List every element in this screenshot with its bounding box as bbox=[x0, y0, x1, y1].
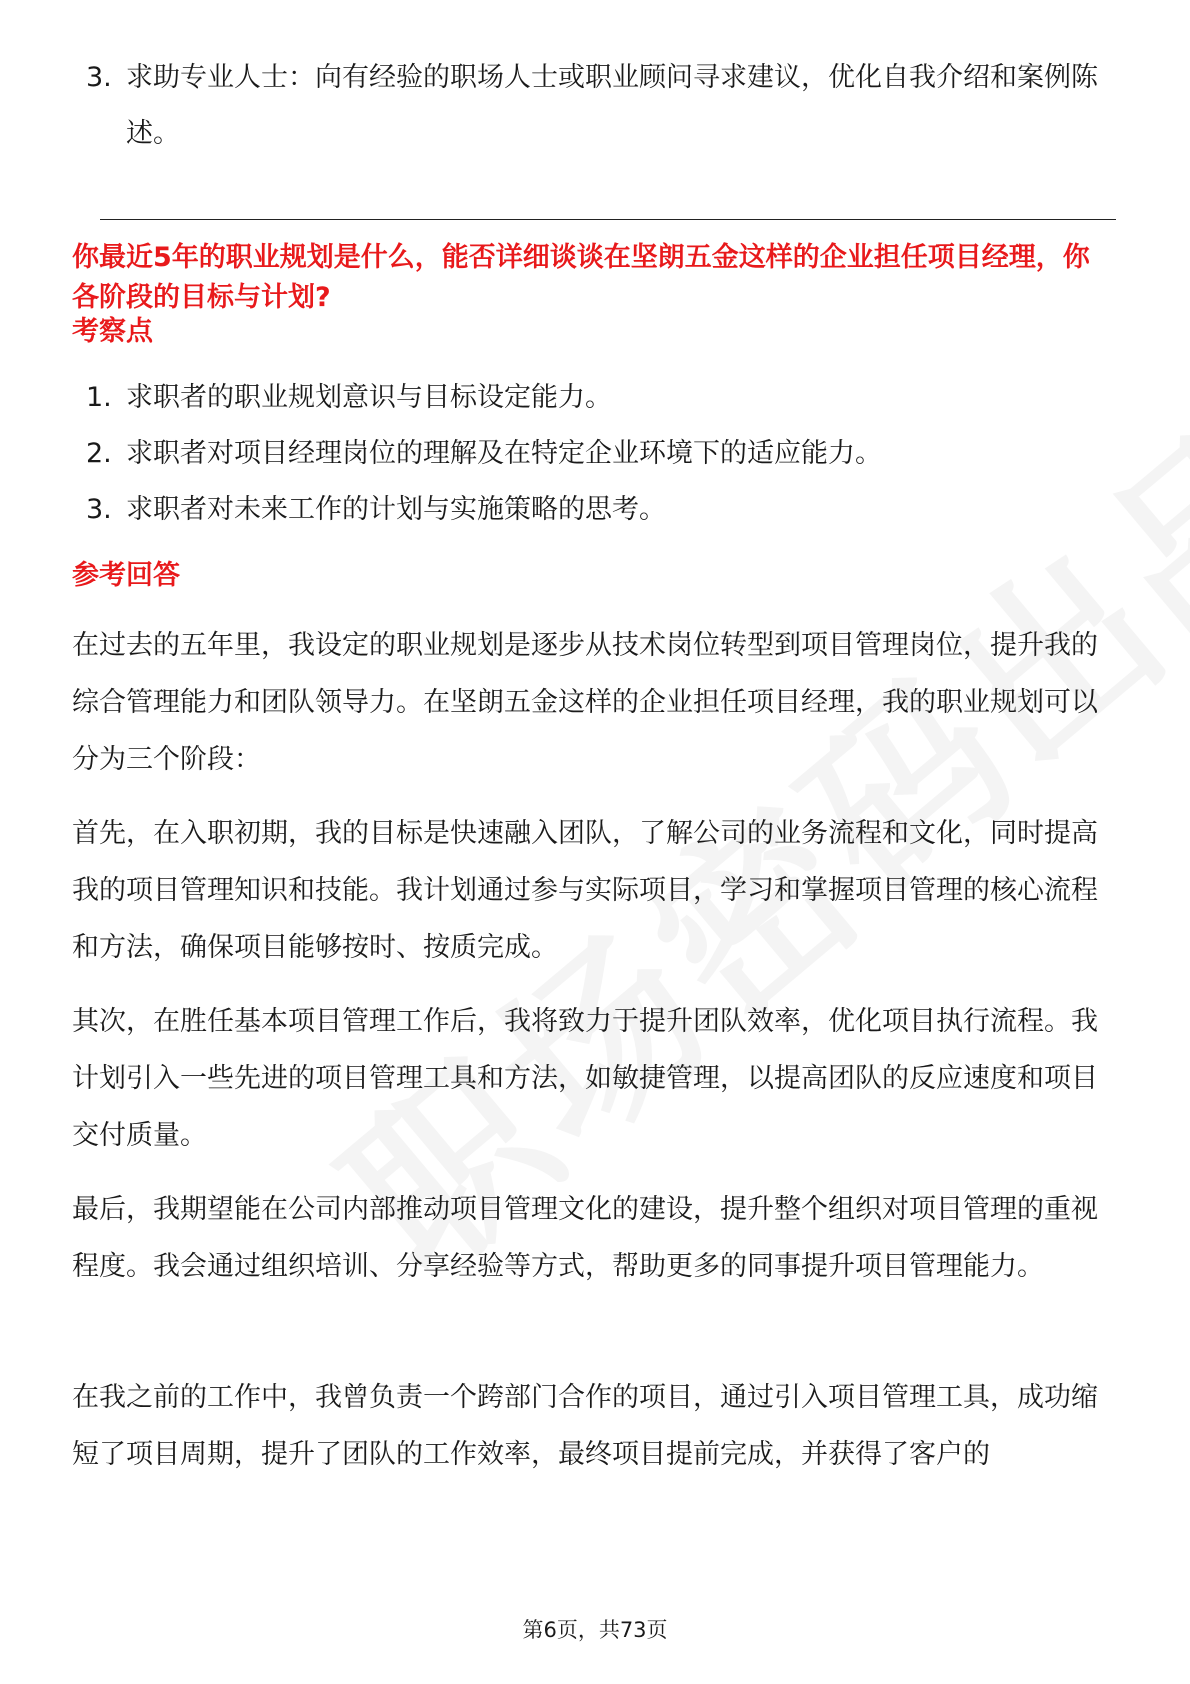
section-title-answer: 参考回答 bbox=[72, 560, 180, 591]
page-number: 第6页，共73页 bbox=[522, 1618, 668, 1642]
list-item-number: 1. bbox=[86, 382, 112, 413]
list-item bbox=[86, 50, 1116, 162]
list-item-number: 3. bbox=[86, 62, 112, 93]
list-item-text: 求职者的职业规划意识与目标设定能力。 bbox=[126, 382, 612, 413]
list-item-text: 求助专业人士：向有经验的职场人士或职业顾问寻求建议，优化自我介绍和案例陈述。 bbox=[126, 62, 1098, 149]
list-item bbox=[86, 370, 1116, 426]
top-list bbox=[86, 50, 1116, 162]
section-title-points: 考察点 bbox=[72, 316, 153, 347]
list-item-number: 2. bbox=[86, 438, 112, 469]
list-item-number: 3. bbox=[86, 494, 112, 525]
answer-paragraph: 首先，在入职初期，我的目标是快速融入团队，了解公司的业务流程和文化，同时提高我的项目管理知识和技能。我计划通过参与实际项目，学习和掌握项目管理的核心流程和方法，确保项目能够按时、按质完成。 bbox=[72, 818, 1098, 963]
answer-paragraph: 其次，在胜任基本项目管理工作后，我将致力于提升团队效率，优化项目执行流程。我计划引入一些先进的项目管理工具和方法，如敏捷管理，以提高团队的反应速度和项目交付质量。 bbox=[72, 1006, 1098, 1151]
points-list bbox=[86, 370, 1116, 538]
answer-paragraph: 在我之前的工作中，我曾负责一个跨部门合作的项目，通过引入项目管理工具，成功缩短了项目周期，提升了团队的工作效率，最终项目提前完成，并获得了客户的 bbox=[72, 1382, 1098, 1470]
list-item bbox=[86, 482, 1116, 538]
question-heading: 你最近5年的职业规划是什么，能否详细谈谈在坚朗五金这样的企业担任项目经理，你各阶段的目标与计划? bbox=[72, 242, 1090, 313]
list-item-text: 求职者对未来工作的计划与实施策略的思考。 bbox=[126, 494, 666, 525]
section-divider bbox=[100, 219, 1116, 220]
answer-paragraph: 在过去的五年里，我设定的职业规划是逐步从技术岗位转型到项目管理岗位，提升我的综合管理能力和团队领导力。在坚朗五金这样的企业担任项目经理，我的职业规划可以分为三个阶段： bbox=[72, 630, 1098, 775]
list-item bbox=[86, 426, 1116, 482]
list-item-text: 求职者对项目经理岗位的理解及在特定企业环境下的适应能力。 bbox=[126, 438, 882, 469]
answer-paragraph: 最后，我期望能在公司内部推动项目管理文化的建设，提升整个组织对项目管理的重视程度。我会通过组织培训、分享经验等方式，帮助更多的同事提升项目管理能力。 bbox=[72, 1194, 1098, 1282]
